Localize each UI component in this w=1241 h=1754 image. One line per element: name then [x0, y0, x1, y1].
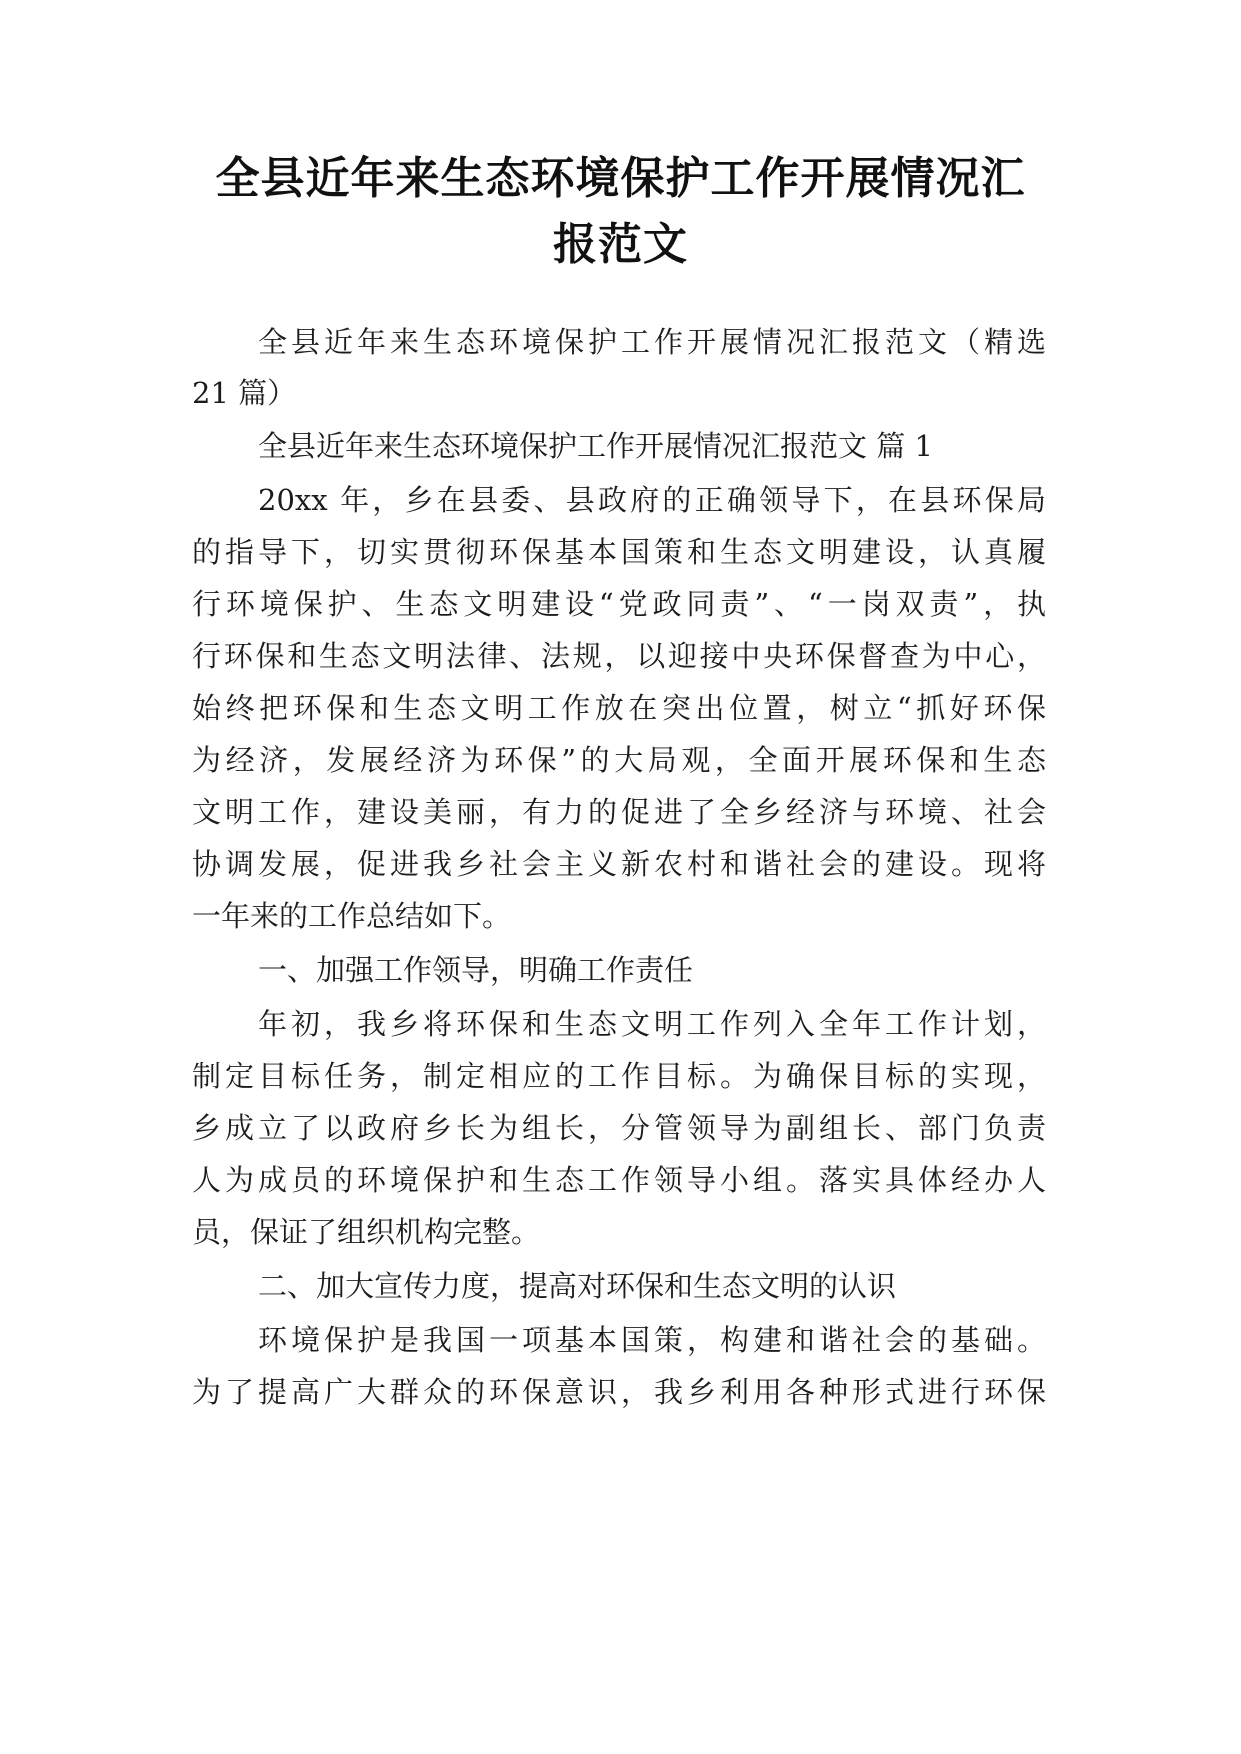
body-line: 文明工作，建设美丽，有力的促进了全乡经济与环境、社会	[192, 795, 1046, 829]
intro-line: 21 篇）	[192, 376, 297, 410]
section-heading: 全县近年来生态环境保护工作开展情况汇报范文 篇 1	[258, 429, 933, 463]
body-line: 的指导下，切实贯彻环保基本国策和生态文明建设，认真履	[192, 535, 1046, 569]
subheading: 一、加强工作领导，明确工作责任	[258, 953, 694, 987]
body-line: 制定目标任务，制定相应的工作目标。为确保目标的实现，	[192, 1059, 1046, 1093]
document-title-line-1: 全县近年来生态环境保护工作开展情况汇	[215, 153, 1026, 204]
body-line: 环境保护是我国一项基本国策，构建和谐社会的基础。	[258, 1323, 1046, 1357]
document-title-line-2: 报范文	[553, 219, 688, 270]
body-line: 协调发展，促进我乡社会主义新农村和谐社会的建设。现将	[192, 847, 1046, 881]
body-line: 行环境保护、生态文明建设“党政同责”、“一岗双责”，执	[192, 587, 1046, 621]
subheading: 二、加大宣传力度，提高对环保和生态文明的认识	[258, 1269, 897, 1303]
body-line: 始终把环保和生态文明工作放在突出位置，树立“抓好环保	[192, 691, 1046, 725]
body-line: 行环保和生态文明法律、法规，以迎接中央环保督查为中心，	[192, 639, 1046, 673]
body-line: 人为成员的环境保护和生态工作领导小组。落实具体经办人	[192, 1163, 1046, 1197]
body-line: 20xx 年，乡在县委、县政府的正确领导下，在县环保局	[258, 483, 1046, 517]
intro-line: 全县近年来生态环境保护工作开展情况汇报范文（精选	[258, 325, 1046, 359]
body-line: 为经济，发展经济为环保”的大局观，全面开展环保和生态	[192, 743, 1046, 777]
body-line: 一年来的工作总结如下。	[192, 899, 512, 933]
body-line: 年初，我乡将环保和生态文明工作列入全年工作计划，	[258, 1007, 1046, 1041]
body-line: 为了提高广大群众的环保意识，我乡利用各种形式进行环保	[192, 1375, 1046, 1409]
body-line: 员，保证了组织机构完整。	[192, 1215, 541, 1249]
body-line: 乡成立了以政府乡长为组长，分管领导为副组长、部门负责	[192, 1111, 1046, 1145]
